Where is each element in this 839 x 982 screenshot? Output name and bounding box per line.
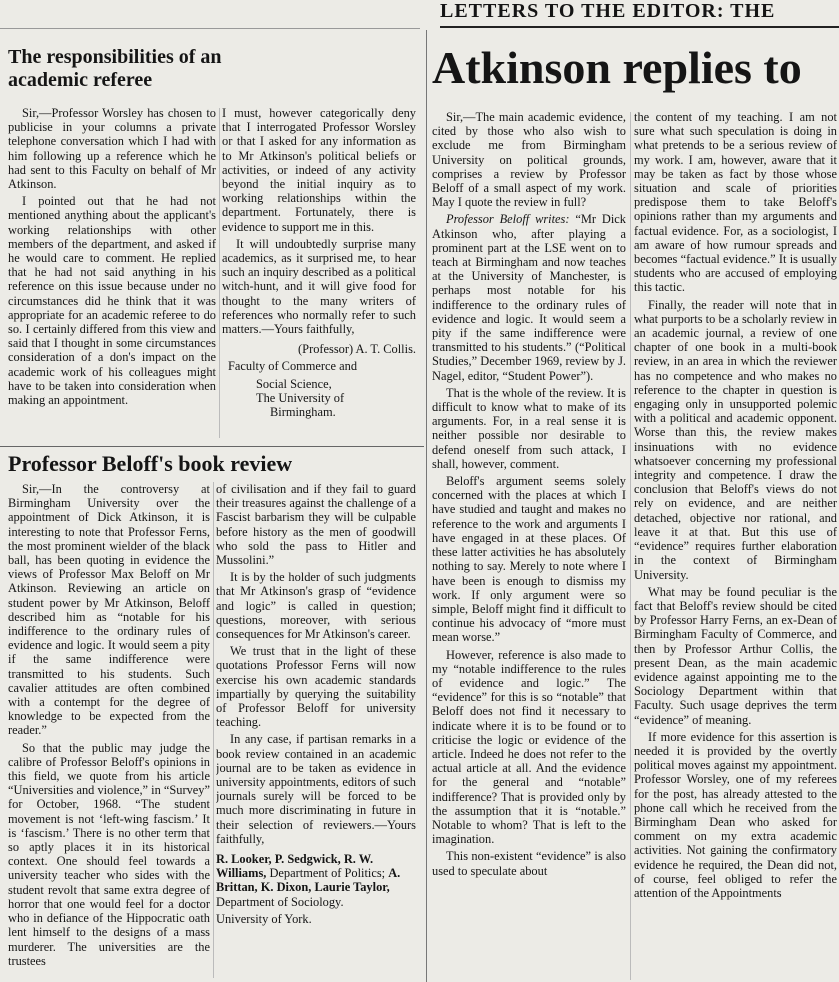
quote-paragraph (432, 212, 626, 382)
letter1-column2 (222, 106, 416, 442)
paragraph: Sir,—Professor Worsley has chosen to publicise in your columns a private telephone conversation which I had with him following up a reference which he had sent to this Faculty on behalf of Mr Atkinson. (8, 106, 216, 192)
section-divider (0, 446, 424, 447)
signature: (Professor) A. T. Collis. (298, 342, 416, 357)
letter2-column2 (216, 482, 416, 982)
quote-intro: Professor Beloff writes: (446, 212, 570, 227)
column-rule (630, 112, 631, 980)
page-column-rule (426, 30, 427, 982)
signatory-place: University of York. (216, 911, 312, 926)
paragraph: Beloff's argument seems solely concerned with the places at which I have studied and taught and makes no reference to the work and arguments I have engaged in at these places. Of these latter activities he has absolutely nothing to say. Merely to note where I have been is enough to dismiss my work. If only argument were so simple, Beloff might find it difficult to continue his advocacy of “more must mean worse.” (432, 474, 626, 645)
column-rule (219, 108, 220, 438)
quote-source: (“Political Studies,” December 1969, review by J. Nagel, editor, “Student Power”). (432, 340, 626, 383)
section-header: LETTERS TO THE EDITOR: THE (440, 0, 839, 28)
letter2-column1 (8, 482, 210, 982)
column-rule (213, 482, 214, 978)
headline-atkinson-replies: Atkinson replies to (432, 42, 802, 93)
quote-body: “Mr Dick Atkinson who, after playing a prominent part at the LSE went on to teach at Birmingham and now teaches at the University of Manchester, is perhaps most notable for his indifference to the ordinary rules of evidence and logic. It would seem a pity if the same indifference were transmitted to his students.” (432, 212, 626, 355)
affiliation-line: The University of (256, 390, 345, 405)
affiliation-line: Social Science, (256, 376, 332, 391)
paragraph: I must, however categorically deny that I interrogated Professor Worsley or that I asked for any information as to Mr Atkinson's political beliefs or activities, or indeed of any activity beyond the initial inquiry as to working relationships within the department. Fortunately, there is evidence to support me in this. (222, 106, 416, 234)
letter3-column2 (634, 110, 837, 982)
letter3-column1 (432, 110, 626, 982)
signatory-dept: Department of Sociology. (216, 894, 344, 909)
signatory-names: R. Looker, P. Sedgwick, R. W. Williams, (216, 852, 374, 881)
paragraph: Sir,—In the controversy at Birmingham University over the appointment of Dick Atkinson, it is interesting to note that Professor Ferns, the most prominent wielder of the black ball, has been quoting in evidence the views of Professor Max Beloff on Mr Atkinson. Reviewing an article on student power by Mr Atkinson, Beloff described him as “notable for his indifference to the ordinary rules of evidence and logic. It would seem a pity if the same indifference were transmitted to his students. Such cavalier attitudes are often combined with a contempt for the degree of knowledge to be expected from the reader.” (8, 482, 210, 738)
signatory-names: A. Brittan, K. Dixon, Laurie Taylor, (216, 866, 401, 895)
signatory-dept: Department of Politics; (269, 866, 386, 881)
affiliation-line: Birmingham. (270, 405, 336, 420)
paragraph: That is the whole of the review. It is difficult to know what to make of its arguments. For, in a real sense it is neither possible nor desirable to defend oneself from such attack, I shall, however, comment. (432, 385, 626, 471)
headline-beloff-review: Professor Beloff's book review (8, 451, 293, 476)
paragraph: This non-existent “evidence” is also used to speculate about (432, 849, 626, 878)
paragraph: In any case, if partisan remarks in a book review contained in an academic journal are to be taken as evidence in university appointments, editors of such journals surely will be forced to be much more discriminating in future in their selection of reviewers.—Yours faithfully, (216, 732, 416, 846)
paragraph: Sir,—The main academic evidence, cited by those who also wish to exclude me from Birmingham University on political grounds, comprises a review by Professor Beloff of a small aspect of my work. May I quote the review in full? (432, 110, 626, 210)
paragraph: It is by the holder of such judgments that Mr Atkinson's grasp of “evidence and logic” is called in question; questions, moreover, with serious consequences for Mr Atkinson's career. (216, 570, 416, 642)
headline-referee: The responsibilities of an academic referee (8, 46, 222, 91)
paragraph: the content of my teaching. I am not sure what such speculation is doing in what pretends to be a serious review of my work. I am, however, aware that it may be taken as fact by those whose situation and scale of priorities predispose them to take Beloff's opinions rather than my arguments and factual evidence. For, as a sociologist, I am aware of how rumour spreads and becomes “factual evidence.” It is usually students who are accused of employing this tactic. (634, 110, 837, 295)
paragraph: However, reference is also made to my “notable indifference to the rules of evidence and logic.” The “evidence” for this is so “notable” that Beloff does not find it necessary to indicate where it is to be found or to criticise the logic or evidence of the article. Indeed he does not refer to the actual article at all. And the evidence for the general and “notable” indifference? That is provided only by the assumption that it is “notable.” Notable to whom? That is left to the imagination. (432, 647, 626, 847)
affiliation-line: Faculty of Commerce and (228, 359, 358, 374)
letter1-column1 (8, 106, 216, 442)
header-divider (0, 28, 420, 29)
paragraph: We trust that in the light of these quotations Professor Ferns will now exercise his own academic standards impartially by querying the suitability of Professor Beloff for university teaching. (216, 644, 416, 730)
paragraph: What may be found peculiar is the fact that Beloff's review should be cited by Professor Harry Ferns, an ex-Dean of Birmingham Faculty of Commerce, and then by Professor Arthur Collis, the present Dean, as the main academic evidence against appointing me to the Sociology Department within that Faculty. Such usage deprives the term “evidence” of meaning. (634, 584, 837, 727)
signatories (216, 852, 416, 909)
paragraph: Finally, the reader will note that in what purports to be a scholarly review in an academic journal, a review of one chapter of one book in a multi-book review, in an area in which the reviewer has no competence and who makes no reference to the chapter in question is engaging only in unsupported polemic with a political and academic opponent. Worse than this, the review makes insinuations with no evidence whatsoever concerning my professional integrity and competence. I draw the conclusion that Beloff's views do not rely on evidence, and are neither detached, objective nor rational, and leave it at that. But this use of “evidence” requires further elaboration in the context of Birmingham University. (634, 297, 837, 582)
paragraph: So that the public may judge the calibre of Professor Beloff's opinions in this field, we quote from his article “Universities and violence,” in “Survey” for October, 1968. “The student movement is not ‘left-wing fascism.’ It is ‘fascism.’ There is no other term that so aptly places it in its historical context. One should feel towards a university teacher who sides with the student revolt that same extra degree of horror that one would feel for a doctor who in defiance of the Hippocratic oath lent himself to the designs of a mass murderer. The universities are the trustees (8, 740, 210, 968)
paragraph: It will undoubtedly surprise many academics, as it surprised me, to hear such an inquiry described as a political witch-hunt, and it will give food for thought to the many writers of references who normally refer to such matters.—Yours faithfully, (222, 236, 416, 337)
paragraph: I pointed out that he had not mentioned anything about the applicant's working relationships with other members of the department, and asked if he would care to comment. He replied that he had not said anything in his reference on this issue because under no circumstances did he think that it was appropriate for an academic referee to do so. I certainly differed from this view and said that I thought in some circumstances consideration of a don's impact on the academic work of his colleagues might have to be taken into consideration when making an appointment. (8, 194, 216, 408)
paragraph: If more evidence for this assertion is needed it is provided by the overtly political moves against my appointment. Professor Worsley, one of my referees for the post, has already attested to the phone call which he received from the Birmingham Dean who asked for comment on my extra academic activities. Not gaining the confirmatory evidence he required, the Dean did not, of course, feel obliged to refer the attention of the Appointments (634, 729, 837, 900)
paragraph: of civilisation and if they fail to guard their treasures against the challenge of a Fascist barbarism they will be culpable before history as the men of goodwill who sold the pass to Hitler and Mussolini.” (216, 482, 416, 568)
